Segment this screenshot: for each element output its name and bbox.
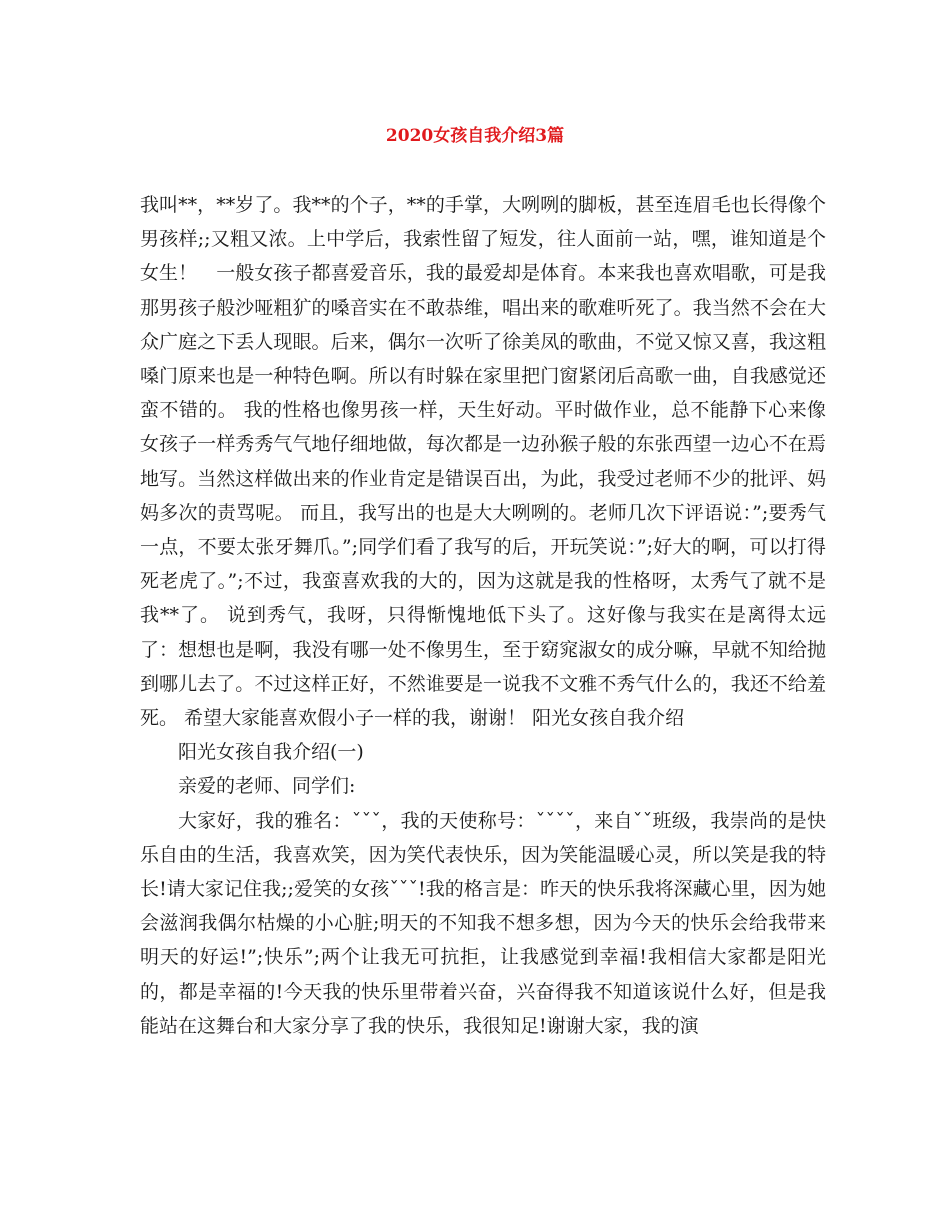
document-body: [140, 188, 826, 1043]
paragraph-self-intro-2: 大家好，我的雅名：ˇˇˇ，我的天使称号：ˇˇˇˇ，来自ˇˇ班级，我崇尚的是快乐自由的生活，我喜欢笑，因为笑代表快乐，因为笑能温暖心灵，所以笑是我的特长!请大家记住我;;爱笑的女孩ˇˇˇ!我的格言是：昨天的快乐我将深藏心里，因为她会滋润我偶尔枯燥的小心脏;明天的不知我不想多想，因为今天的快乐会给我带来明天的好运!”;快乐”;两个让我无可抗拒，让我感觉到幸福!我相信大家都是阳光的，都是幸福的!今天我的快乐里带着兴奋，兴奋得我不知道该说什么好，但是我能站在这舞台和大家分享了我的快乐，我很知足!谢谢大家，我的演: [140, 809, 826, 1037]
paragraph-self-intro-1: 我叫**，**岁了。我**的个子，**的手掌，大咧咧的脚板，甚至连眉毛也长得像个男孩样;;又粗又浓。上中学后，我索性留了短发，往人面前一站，嘿，谁知道是个女生！ 一般女孩子都喜爱音乐，我的最爱却是体育。本来我也喜欢唱歌，可是我那男孩子般沙哑粗犷的嗓音实在不敢恭维，唱出来的歌难听死了。我当然不会在大众广庭之下丢人现眼。后来，偶尔一次听了徐美凤的歌曲，不觉又惊又喜，我这粗嗓门原来也是一种特色啊。所以有时躲在家里把门窗紧闭后高歌一曲，自我感觉还蛮不错的。 我的性格也像男孩一样，天生好动。平时做作业，总不能静下心来像女孩子一样秀秀气气地仔细地做，每次都是一边孙猴子般的东张西望一边心不在焉地写。当然这样做出来的作业肯定是错误百出，为此，我受过老师不少的批评、妈妈多次的责骂呢。 而且，我写出的也是大大咧咧的。老师几次下评语说：”;要秀气一点，不要太张牙舞爪。”;同学们看了我写的后，开玩笑说：”;好大的啊，可以打得死老虎了。”;不过，我蛮喜欢我的大的，因为这就是我的性格呀，太秀气了就不是我**了。 说到秀气，我呀，只得惭愧地低下头了。这好像与我实在是离得太远了：想想也是啊，我没有哪一处不像男生，至于窈窕淑女的成分嘛，早就不知给抛到哪儿去了。不过这样正好，不然谁要是一说我不文雅不秀气什么的，我还不给羞死。 希望大家能喜欢假小子一样的我，谢谢！ 阳光女孩自我介绍: [140, 194, 826, 730]
paragraph-greeting: 亲爱的老师、同学们:: [178, 775, 356, 798]
paragraph-heading-sunshine-girl: 阳光女孩自我介绍(一): [178, 741, 364, 764]
document-title: 2020女孩自我介绍3篇: [385, 126, 565, 146]
